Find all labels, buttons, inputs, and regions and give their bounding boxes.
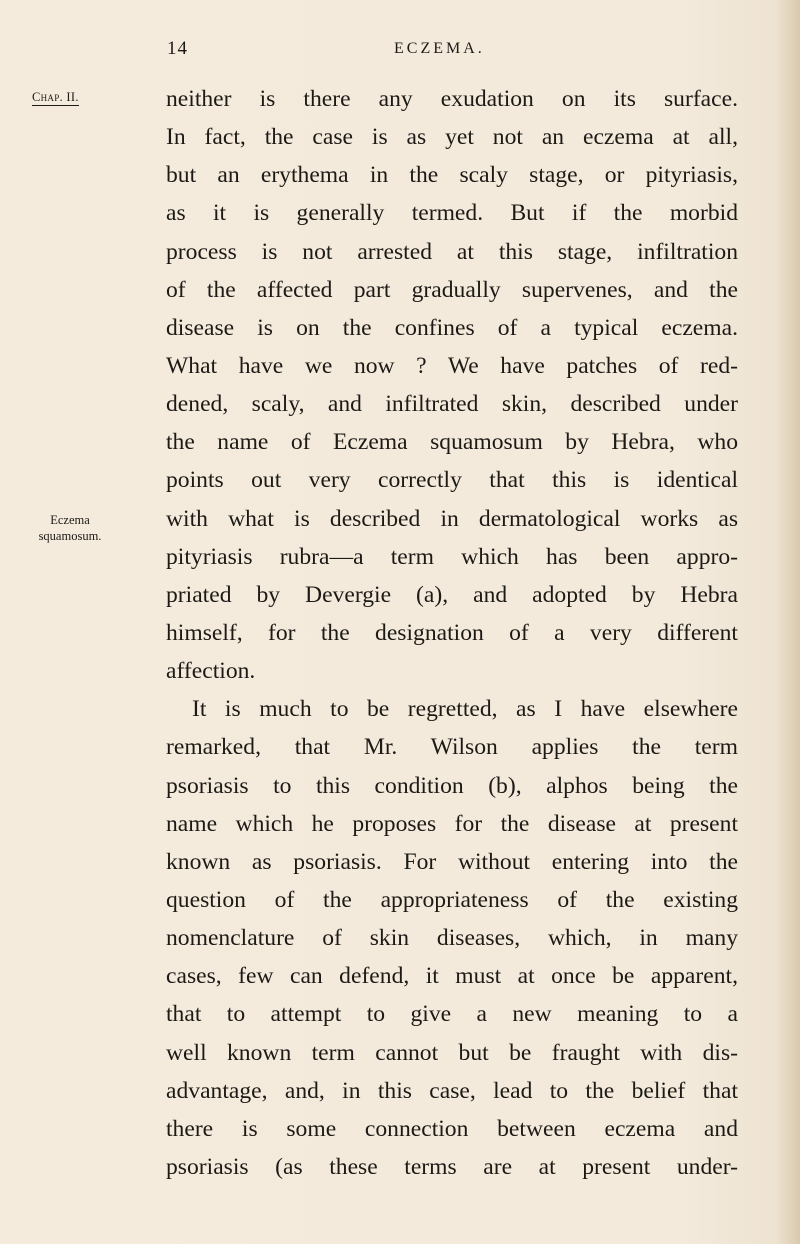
text-line: the name of Eczema squamosum by Hebra, who xyxy=(166,429,738,456)
text-line: psoriasis to this condition (b), alphos being the xyxy=(166,772,738,799)
text-line: dened, scaly, and infiltrated skin, described under xyxy=(166,391,738,418)
page-header xyxy=(0,38,800,62)
marginal-note-line: Eczema xyxy=(50,513,90,527)
text-line: with what is described in dermatological works as xyxy=(166,505,738,532)
text-line: priated by Devergie (a), and adopted by Hebra xyxy=(166,581,738,608)
marginal-note-line: squamosum. xyxy=(38,529,102,543)
text-line: What have we now ? We have patches of red- xyxy=(166,352,738,379)
text-line: points out very correctly that this is identical xyxy=(166,467,738,494)
text-line: pityriasis rubra—a term which has been appro- xyxy=(166,543,738,570)
text-line: nomenclature of skin diseases, which, in many xyxy=(166,925,738,952)
marginal-note xyxy=(30,512,110,544)
text-line: that to attempt to give a new meaning to a xyxy=(166,1001,738,1028)
text-line: as it is generally termed. But if the morbid xyxy=(166,200,738,227)
text-line: cases, few can defend, it must at once be apparent, xyxy=(166,963,738,990)
text-line: there is some connection between eczema and xyxy=(166,1115,738,1142)
page-number: 14 xyxy=(167,38,188,59)
body-text xyxy=(166,80,738,1186)
text-line: name which he proposes for the disease at present xyxy=(166,810,738,837)
text-line: It is much to be regretted, as I have elsewhere xyxy=(192,696,738,723)
text-line: known as psoriasis. For without entering into the xyxy=(166,848,738,875)
text-line: disease is on the confines of a typical eczema. xyxy=(166,314,738,341)
text-line: but an erythema in the scaly stage, or pityriasis, xyxy=(166,162,738,189)
text-line: psoriasis (as these terms are at present under- xyxy=(166,1153,738,1180)
text-line: himself, for the designation of a very different xyxy=(166,619,738,646)
text-line: neither is there any exudation on its surface. xyxy=(166,86,738,112)
text-line: well known term cannot but be fraught with dis- xyxy=(166,1039,738,1066)
text-line: remarked, that Mr. Wilson applies the term xyxy=(166,734,738,761)
text-line: affection. xyxy=(166,658,256,685)
text-line: In fact, the case is as yet not an eczema at all, xyxy=(166,124,738,151)
text-line: advantage, and, in this case, lead to the belief that xyxy=(166,1077,738,1104)
text-line: question of the appropriateness of the existing xyxy=(166,886,738,913)
running-title: ECZEMA. xyxy=(394,40,485,57)
chapter-marginal-label: Chap. II. xyxy=(32,90,79,104)
text-line: of the affected part gradually supervenes, and the xyxy=(166,276,738,303)
text-line: process is not arrested at this stage, infiltration xyxy=(166,238,738,265)
